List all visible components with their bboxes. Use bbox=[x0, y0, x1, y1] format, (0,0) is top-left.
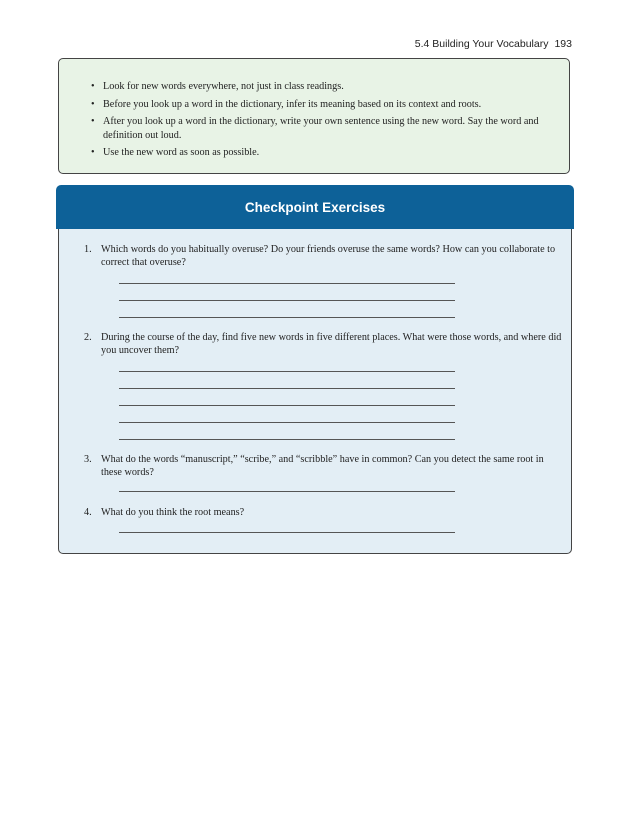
answer-line[interactable] bbox=[119, 422, 455, 423]
checkpoint-title: Checkpoint Exercises bbox=[244, 199, 386, 215]
question bbox=[84, 506, 563, 519]
question-text: What do the words “manuscript,” “scribe,” and “scribble” have in common? Can you detect the same root in these words? bbox=[101, 454, 544, 479]
answer-line[interactable] bbox=[119, 388, 455, 389]
tips-box bbox=[58, 58, 570, 174]
answer-line[interactable] bbox=[119, 439, 455, 440]
answer-line[interactable] bbox=[119, 405, 455, 406]
tip-item: • After you look up a word in the dictionary, write your own sentence using the new word. Say the word and definition out loud. bbox=[103, 115, 553, 142]
question-text: What do you think the root means? bbox=[101, 507, 245, 518]
question-number: 4. bbox=[84, 507, 92, 518]
answer-line[interactable] bbox=[119, 317, 455, 318]
question-text: Which words do you habitually overuse? Do your friends overuse the same words? How can you collaborate to correct that overuse? bbox=[101, 244, 556, 269]
tips-list bbox=[103, 80, 553, 164]
answer-line[interactable] bbox=[119, 283, 455, 284]
answer-line[interactable] bbox=[119, 371, 455, 372]
checkpoint-header bbox=[56, 185, 574, 229]
tip-item: • Look for new words everywhere, not just in class readings. bbox=[103, 80, 553, 94]
question-number: 2. bbox=[84, 332, 92, 343]
question bbox=[84, 243, 563, 270]
page-number: 193 bbox=[554, 38, 572, 50]
answer-line[interactable] bbox=[119, 491, 455, 492]
running-head bbox=[415, 38, 572, 50]
question-number: 3. bbox=[84, 454, 92, 465]
tip-item: • Use the new word as soon as possible. bbox=[103, 146, 553, 160]
question-text: During the course of the day, find five new words in five different places. What were those words, and where did you uncover them? bbox=[101, 332, 562, 357]
question-number: 1. bbox=[84, 244, 92, 255]
question bbox=[84, 331, 563, 358]
question bbox=[84, 453, 563, 480]
answer-line[interactable] bbox=[119, 532, 455, 533]
tip-item: • Before you look up a word in the dictionary, infer its meaning based on its context and roots. bbox=[103, 98, 553, 112]
checkpoint-exercises-box bbox=[58, 185, 572, 554]
answer-line[interactable] bbox=[119, 300, 455, 301]
section-title: 5.4 Building Your Vocabulary bbox=[414, 38, 549, 50]
checkpoint-body bbox=[58, 229, 572, 554]
